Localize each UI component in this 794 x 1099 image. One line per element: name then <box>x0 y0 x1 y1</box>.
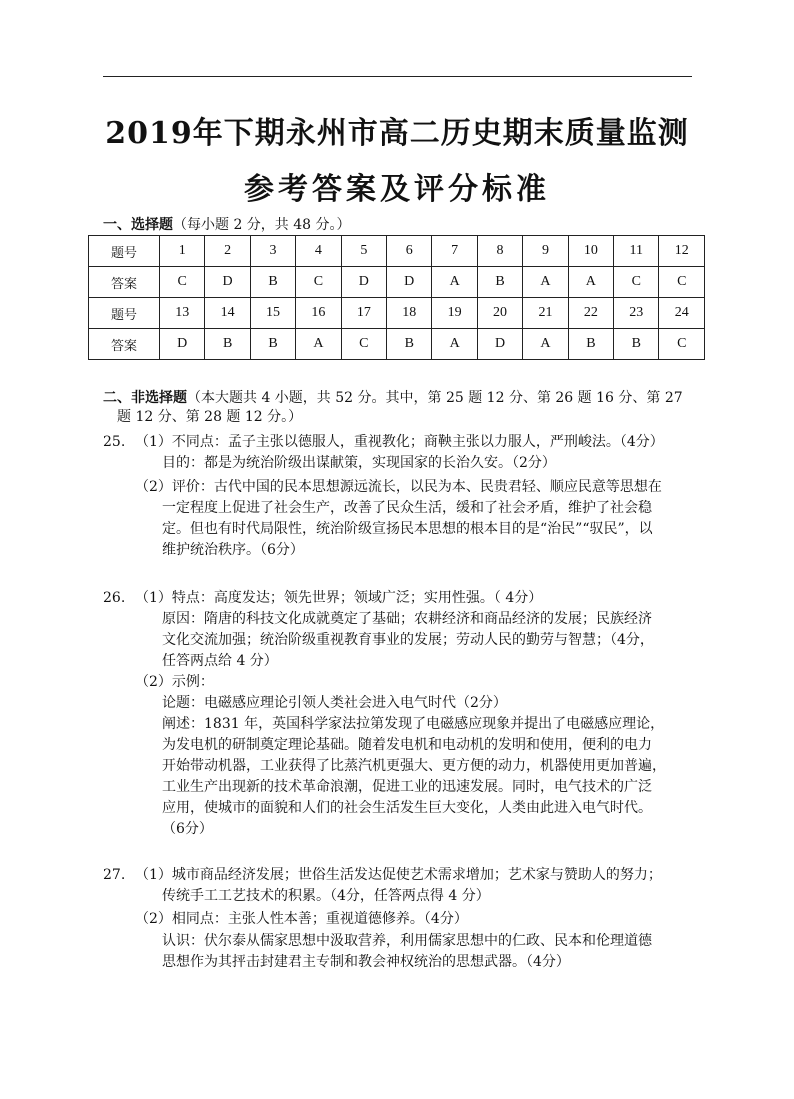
table-row-answers-2 <box>89 329 705 360</box>
answer-cell: A <box>296 329 341 360</box>
q27-line: 认识：伏尔泰从儒家思想中汲取营养，利用儒家思想中的仁政、民本和伦理道德 <box>162 933 652 949</box>
q25-line: （2）评价：古代中国的民本思想源远流长，以民为本、民贵君轻、顺应民意等思想在 <box>135 479 662 495</box>
document-title: 2019年下期永州市高二历史期末质量监测 <box>105 116 689 151</box>
q26-line: （6分） <box>162 821 213 837</box>
row-header-question: 题号 <box>89 236 160 267</box>
row-header-answer: 答案 <box>89 329 160 360</box>
question-number: 16 <box>296 298 341 329</box>
q26-line: （2）示例： <box>135 674 214 690</box>
q25-line: 一定程度上促进了社会生产，改善了民众生活，缓和了社会矛盾，维护了社会稳 <box>162 500 652 516</box>
question-number: 9 <box>523 236 568 267</box>
q27-line: （1）城市商品经济发展；世俗生活发达促使艺术需求增加；艺术家与赞助人的努力； <box>135 867 662 883</box>
question-number: 6 <box>387 236 432 267</box>
row-header-answer: 答案 <box>89 267 160 298</box>
answer-cell: B <box>477 267 522 298</box>
q25-line: （1）不同点：孟子主张以德服人，重视教化；商鞅主张以力服人，严刑峻法。（4分） <box>135 434 664 450</box>
q26-line: （1）特点：高度发达；领先世界；领域广泛；实用性强。（ 4分） <box>135 590 543 606</box>
question-number: 11 <box>614 236 659 267</box>
answer-cell: C <box>160 267 205 298</box>
answer-cell: C <box>659 329 705 360</box>
answer-cell: C <box>614 267 659 298</box>
answer-cell: D <box>387 267 432 298</box>
question-number: 18 <box>387 298 432 329</box>
q27-line: 思想作为其抨击封建君主专制和教会神权统治的思想武器。（4分） <box>162 954 570 970</box>
q25-number: 25. <box>103 434 126 450</box>
answer-cell: D <box>477 329 522 360</box>
q26-line: 论题：电磁感应理论引领人类社会进入电气时代（2分） <box>162 695 507 711</box>
answer-cell: C <box>296 267 341 298</box>
answer-cell: D <box>341 267 386 298</box>
q26-line: 为发电机的研制奠定理论基础。随着发电机和电动机的发明和使用，便利的电力 <box>162 737 652 753</box>
section-nonchoice-note: （本大题共 4 小题，共 52 分。其中，第 25 题 12 分、第 26 题 16 分、第 27 <box>187 390 683 406</box>
answer-cell: C <box>659 267 705 298</box>
answer-cell: D <box>205 267 250 298</box>
section-nonchoice-label: 二、非选择题 <box>103 390 187 406</box>
answer-cell: B <box>205 329 250 360</box>
question-number: 17 <box>341 298 386 329</box>
question-number: 14 <box>205 298 250 329</box>
answer-cell: B <box>387 329 432 360</box>
question-number: 13 <box>160 298 205 329</box>
section-choice-label: 一、选择题 <box>103 217 173 233</box>
question-number: 3 <box>250 236 295 267</box>
table-row-questions-1 <box>89 236 705 267</box>
q26-number: 26. <box>103 590 126 606</box>
answer-cell: B <box>250 267 295 298</box>
answer-cell: A <box>432 329 477 360</box>
q27-line: 传统手工工艺技术的积累。（4分，任答两点得 4 分） <box>162 888 490 904</box>
q26-line: 开始带动机器，工业获得了比蒸汽机更强大、更方便的动力，机器使用更加普遍， <box>162 758 666 774</box>
answer-cell: B <box>568 329 613 360</box>
q26-line: 文化交流加强；统治阶级重视教育事业的发展；劳动人民的勤劳与智慧；（4分， <box>162 632 654 648</box>
section-nonchoice-note-cont: 题 12 分、第 28 题 12 分。） <box>117 409 303 425</box>
q26-line: 工业生产出现新的技术革命浪潮，促进工业的迅速发展。同时，电气技术的广泛 <box>162 779 652 795</box>
answer-cell: A <box>523 267 568 298</box>
question-number: 20 <box>477 298 522 329</box>
q26-line: 任答两点给 4 分） <box>162 653 278 669</box>
question-number: 8 <box>477 236 522 267</box>
document-subtitle: 参考答案及评分标准 <box>244 172 550 207</box>
answer-cell: B <box>250 329 295 360</box>
question-number: 2 <box>205 236 250 267</box>
question-number: 21 <box>523 298 568 329</box>
q26-line: 阐述：1831 年，英国科学家法拉第发现了电磁感应现象并提出了电磁感应理论， <box>162 716 665 732</box>
q27-number: 27. <box>103 867 126 883</box>
table-row-answers-1 <box>89 267 705 298</box>
question-number: 4 <box>296 236 341 267</box>
answer-cell: D <box>160 329 205 360</box>
section-choice-note: （每小题 2 分，共 48 分。） <box>173 217 351 233</box>
q25-line: 目的：都是为统治阶级出谋献策，实现国家的长治久安。（2分） <box>162 455 556 471</box>
section-choice-heading <box>103 214 351 234</box>
answer-cell: A <box>568 267 613 298</box>
answer-table <box>88 235 705 360</box>
question-number: 12 <box>659 236 705 267</box>
question-number: 24 <box>659 298 705 329</box>
q26-line: 应用，使城市的面貌和人们的社会生活发生巨大变化，人类由此进入电气时代。 <box>162 800 652 816</box>
row-header-question: 题号 <box>89 298 160 329</box>
answer-cell: C <box>341 329 386 360</box>
question-number: 10 <box>568 236 613 267</box>
answer-cell: B <box>614 329 659 360</box>
question-number: 22 <box>568 298 613 329</box>
answer-cell: A <box>523 329 568 360</box>
q26-line: 原因：隋唐的科技文化成就奠定了基础；农耕经济和商品经济的发展；民族经济 <box>162 611 652 627</box>
header-rule <box>103 76 692 77</box>
question-number: 5 <box>341 236 386 267</box>
section-nonchoice-heading <box>103 387 683 407</box>
question-number: 19 <box>432 298 477 329</box>
question-number: 1 <box>160 236 205 267</box>
answer-cell: A <box>432 267 477 298</box>
q25-line: 定。但也有时代局限性，统治阶级宣扬民本思想的根本目的是“治民”“驭民”，以 <box>162 521 653 537</box>
question-number: 23 <box>614 298 659 329</box>
table-row-questions-2 <box>89 298 705 329</box>
q25-line: 维护统治秩序。（6分） <box>162 542 304 558</box>
question-number: 15 <box>250 298 295 329</box>
q27-line: （2）相同点：主张人性本善；重视道德修养。（4分） <box>135 911 468 927</box>
question-number: 7 <box>432 236 477 267</box>
